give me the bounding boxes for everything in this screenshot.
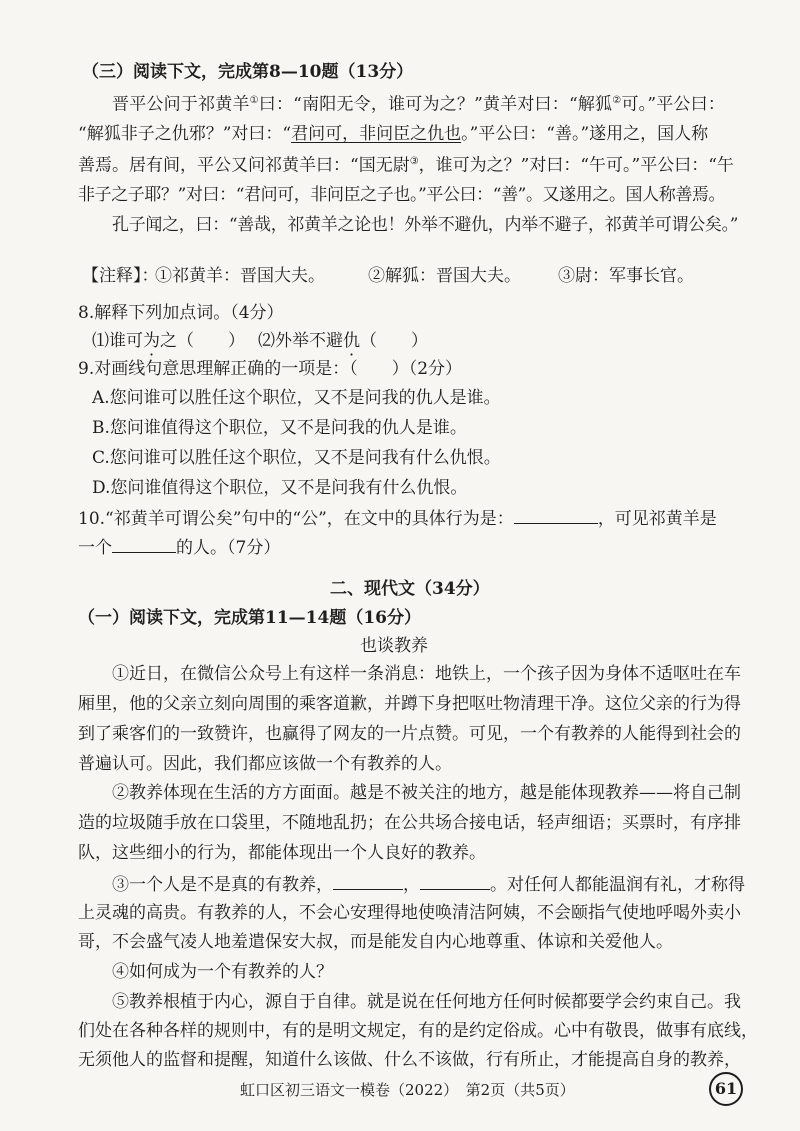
classical-line: 孔子闻之，曰：“善哉，祁黄羊之论也！外举不避仇，内举不避子，祁黄羊可谓公矣。”: [112, 215, 739, 235]
page-number-badge: 61: [709, 1072, 743, 1106]
paragraph-line: 造的垃圾随手放在口袋里，不随地乱扔；在公共场合接电话，轻声细语；买票时，有序排: [78, 813, 741, 833]
question-9-stem: 9.对画线句意思理解正确的一项是：（ ）（2分）: [78, 359, 463, 379]
annotation-2: ②解狐：晋国大夫。: [368, 266, 521, 286]
option-d: D.您问谁值得这个职位，又不是问我有什么仇恨。: [92, 478, 468, 498]
question-8-item: ⑵外举不避仇（ ）: [258, 331, 428, 351]
classical-line: 非子之子耶？”对曰：“君问可，非问臣之子也。”平公曰：“善”。又遂用之。国人称善焉。: [78, 185, 726, 205]
paragraph-line: 队，这些细小的行为，都能体现出一个人良好的教养。: [78, 843, 486, 863]
section-heading: 二、现代文（34分）: [330, 579, 490, 599]
underlined-sentence: 君问可，非问臣之仇也: [291, 124, 462, 144]
dotted-word: 为: [143, 331, 160, 351]
question-8-item: ⑴谁可为之（ ）: [92, 331, 245, 351]
answer-blank[interactable]: [333, 875, 403, 890]
paragraph-line: 们处在各种各样的规则中，有的是明文规定，有的是约定俗成。心中有敬畏，做事有底线，: [78, 1021, 758, 1041]
answer-blank[interactable]: [514, 509, 598, 524]
dotted-word: 仇: [343, 331, 360, 351]
paragraph-line: ③一个人是不是真的有教养， ， 。对任何人都能温润有礼，才称得: [112, 875, 745, 895]
option-a: A.您问谁可以胜任这个职位，又不是问我的仇人是谁。: [92, 388, 501, 408]
paragraph-line: 无须他人的监督和提醒，知道什么该做、什么不该做，行有所止，才能提高自身的教养，: [78, 1050, 741, 1070]
classical-line: “解狐非子之仇邪？”对曰：“君问可，非问臣之仇也。”平公曰：“善。”遂用之，国人称: [78, 124, 709, 144]
paragraph-line: ④如何成为一个有教养的人？: [112, 962, 333, 982]
annotation-3: ③尉：军事长官。: [558, 266, 694, 286]
paragraph-line: ⑤教养根植于内心，源自于自律。就是说在任何地方任何时候都要学会约束自己。我: [112, 992, 741, 1012]
paragraph-line: 哥，不会盛气凌人地羞遣保安大叔，而是能发自内心地尊重、体谅和关爱他人。: [78, 932, 673, 952]
article-title: 也谈教养: [360, 636, 428, 656]
footnote-mark: ③: [409, 156, 419, 167]
paragraph-line: 普遍认可。因此，我们都应该做一个有教养的人。: [78, 754, 452, 774]
paragraph-line: 到了乘客们的一致赞许，也赢得了网友的一片点赞。可见，一个有教养的人能得到社会的: [78, 724, 741, 744]
footnote-mark: ①: [249, 95, 259, 106]
paragraph-line: ①近日，在微信公众号上有这样一条消息：地铁上，一个孩子因为身体不适呕吐在车: [112, 664, 741, 684]
paragraph-line: 厢里，他的父亲立刻向周围的乘客道歉，并蹲下身把呕吐物清理干净。这位父亲的行为得: [78, 694, 741, 714]
annotation-label: 【注释】：: [82, 266, 159, 286]
option-c: C.您问谁可以胜任这个职位，又不是问我有什么仇恨。: [92, 448, 501, 468]
classical-line: 善焉。居有间，平公又问祁黄羊曰：“国无尉③，谁可为之？”对曰：“午可。”平公曰：“午: [78, 155, 734, 176]
option-b: B.您问谁值得这个职位，又不是问我的仇人是谁。: [92, 418, 467, 438]
paragraph-line: 上灵魂的高贵。有教养的人，不会心安理得地使唤清洁阿姨，不会颐指气使地呼喝外卖小: [78, 903, 741, 923]
paragraph-line: ②教养体现在生活的方方面面。越是不被关注的地方，越是能体现教养——将自己制: [112, 783, 741, 803]
section-heading: （三）阅读下文，完成第8—10题（13分）: [82, 62, 414, 82]
question-8-stem: 8.解释下列加点词。（4分）: [78, 303, 284, 323]
answer-blank[interactable]: [420, 875, 490, 890]
answer-blank[interactable]: [112, 538, 176, 553]
annotation-1: ①祁黄羊：晋国大夫。: [155, 266, 325, 286]
question-10: 10.“祁黄羊可谓公矣”句中的“公”，在文中的具体行为是： ，可见祁黄羊是: [78, 509, 717, 529]
annotation-row: [82, 268, 159, 285]
footnote-mark: ②: [612, 95, 622, 106]
page-footer: 虹口区初三语文一模卷（2022） 第2页（共5页）: [240, 1081, 575, 1099]
question-10-cont: 一个 的人。（7分）: [78, 538, 281, 558]
sub-heading: （一）阅读下文，完成第11—14题（16分）: [78, 608, 421, 628]
classical-line: 晋平公问于祁黄羊①曰：“南阳无令，谁可为之？”黄羊对曰：“解狐②可。”平公曰：: [112, 94, 726, 115]
